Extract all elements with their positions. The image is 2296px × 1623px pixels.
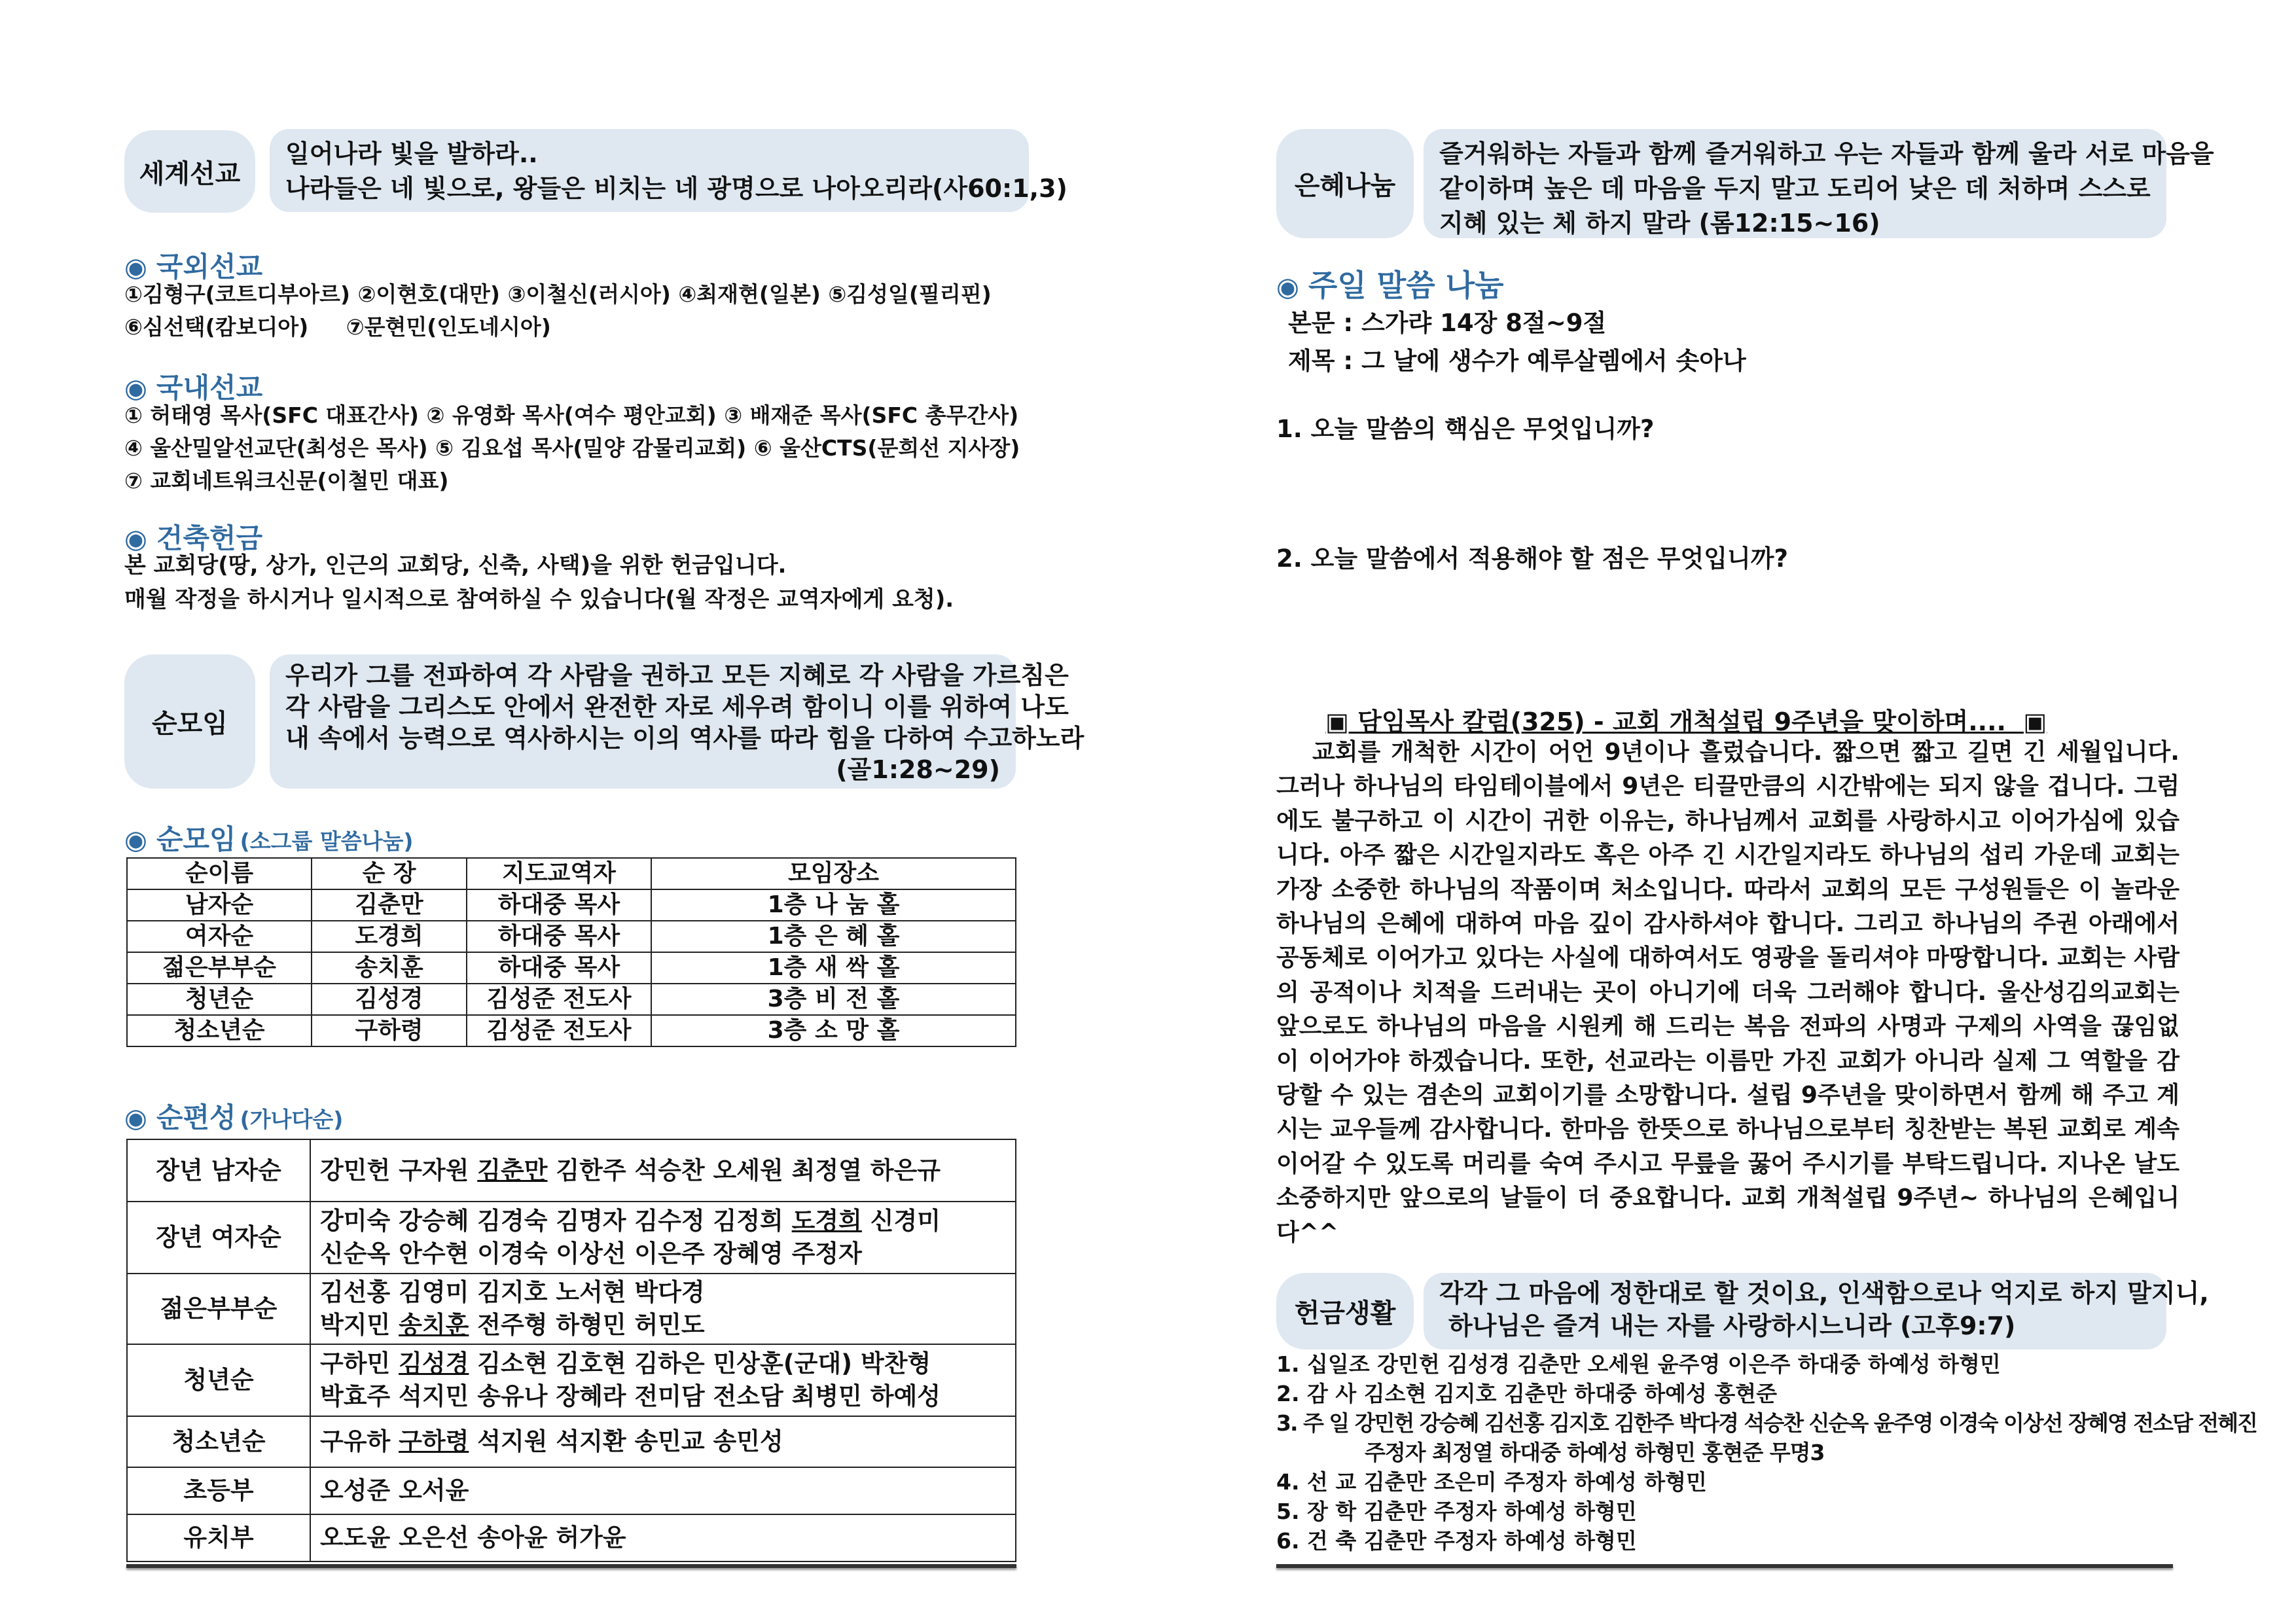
sermon-question-1: 1. 오늘 말씀의 핵심은 무엇입니까? xyxy=(1276,415,1655,443)
world-mission-label: 세계선교 xyxy=(124,130,255,213)
list-item: 1. 십일조 강민헌 김성경 김춘만 오세원 윤주영 이은주 하대중 하예성 하형민 xyxy=(1276,1351,2001,1377)
cell-verse: 우리가 그를 전파하여 각 사람을 권하고 모든 지혜로 각 사람을 가르침은 각 사람을 그리스도 안에서 완전한 자로 세우려 함이니 이를 위하여 나도 내 속에서 능력으로 역사하시는 이의 역사를 따라 힘을 다하여 수고하노라 (골1:28~29) xyxy=(270,654,1016,789)
sermon-heading: ◉ 주일 말씀 나눔 xyxy=(1276,268,1504,303)
table-row: 초등부 오성준 오서윤 xyxy=(127,1467,1016,1514)
table-row: 젊은부부순 김선홍 김영미 김지호 노서현 박다경 박지민 송치훈 전주형 하형민 허민도 xyxy=(127,1274,1016,1344)
cell-meeting-table xyxy=(126,857,1016,1047)
offering-verse: 각각 그 마음에 정한대로 할 것이요, 인색함으로나 억지로 하지 말지니, 하나님은 즐겨 내는 자를 사랑하시느니라 (고후9:7) xyxy=(1424,1273,2166,1349)
table-header: 순이름 순 장 지도교역자 모임장소 xyxy=(127,858,1016,889)
grace-verse: 즐거워하는 자들과 함께 즐거워하고 우는 자들과 함께 울라 서로 마음을 같이하며 높은 데 마음을 두지 말고 도리어 낮은 데 처하며 스스로 지혜 있는 체 하지 말라 (롬12:15~16) xyxy=(1424,129,2166,238)
column-title: ▣ 담임목사 칼럼(325) - 교회 개척설립 9주년을 맞이하며.... ▣ xyxy=(1325,707,2047,736)
overseas-heading: ◉ 국외선교 xyxy=(124,251,263,283)
grace-label: 은혜나눔 xyxy=(1276,129,1414,238)
table-row: 청년순 구하민 김성경 김소현 김호현 김하은 민상훈(군대) 박찬형 박효주 석지민 송유나 장혜라 전미담 전소담 최병민 하예성 xyxy=(127,1344,1016,1416)
cell-verse-label: 순모임 xyxy=(124,654,255,789)
sermon-info: 본문 : 스가랴 14장 8절~9절 제목 : 그 날에 생수가 예루살렘에서 솟아나 xyxy=(1288,309,1746,375)
overseas-list: ①김형구(코트디부아르) ②이현호(대만) ③이철신(러시아) ④최재현(일본) ⑤김성일(필리핀) ⑥심선택(캄보디아) ⑦문현민(인도네시아) xyxy=(124,281,992,340)
list-item: 5. 장 학 김춘만 주정자 하예성 하형민 xyxy=(1276,1499,1637,1524)
table-row: 젊은부부순 송치훈 하대중 목사 1층 새 싹 홀 xyxy=(127,952,1016,984)
list-item: 4. 선 교 김춘만 조은미 주정자 하예성 하형민 xyxy=(1276,1469,1707,1495)
cell-org-table xyxy=(126,1139,1016,1562)
bullet-circle-icon: ◉ xyxy=(1276,272,1299,302)
bullet-circle-icon: ◉ xyxy=(124,524,147,554)
right-bottom-rule xyxy=(1276,1564,2173,1568)
table-row: 청소년순 구유하 구하령 석지원 석지환 송민교 송민성 xyxy=(127,1416,1016,1467)
building-heading: ◉ 건축헌금 xyxy=(124,522,263,554)
left-bottom-rule xyxy=(126,1564,1016,1568)
table-row: 장년 남자순 강민헌 구자원 김춘만 김한주 석승찬 오세원 최정열 하은규 xyxy=(127,1139,1016,1202)
list-item: 2. 감 사 김소현 김지호 김춘만 하대중 하예성 홍현준 xyxy=(1276,1381,1777,1406)
world-mission-verse: 일어나라 빛을 발하라.. 나라들은 네 빛으로, 왕들은 비치는 네 광명으로 나아오리라(사60:1,3) xyxy=(270,129,1029,212)
list-item: 3. 주 일 강민헌 강승혜 김선홍 김지호 김한주 박다경 석승찬 신순옥 윤주영 이경숙 이상선 장혜영 전소담 전혜진 xyxy=(1276,1410,2257,1436)
list-item: 주정자 최정열 하대중 하예성 하형민 홍현준 무명3 xyxy=(1365,1440,1825,1465)
table-row: 유치부 오도윤 오은선 송아윤 허가윤 xyxy=(127,1514,1016,1561)
table-row: 청소년순 구하령 김성준 전도사 3층 소 망 홀 xyxy=(127,1015,1016,1046)
bullet-circle-icon: ◉ xyxy=(124,825,147,855)
cell-org-heading: ◉ 순편성 (가나다순) xyxy=(124,1101,344,1133)
sermon-question-2: 2. 오늘 말씀에서 적용해야 할 점은 무엇입니까? xyxy=(1276,544,1788,573)
domestic-list: ① 허태영 목사(SFC 대표간사) ② 유영화 목사(여수 평안교회) ③ 배재준 목사(SFC 총무간사) ④ 울산밀알선교단(최성은 목사) ⑤ 김요섭 목사(밀양 감물리교회) ⑥ 울산CTS(문희선 지사장) ⑦ 교회네트워크신문(이철민 대표) xyxy=(124,402,1020,493)
table-row: 청년순 김성경 김성준 전도사 3층 비 전 홀 xyxy=(127,984,1016,1015)
column-body: 교회를 개척한 시간이 어언 9년이나 흘렀습니다. 짧으면 짧고 길면 긴 세월입니다. 그러나 하나님의 타임테이블에서 9년은 티끌만큼의 시간밖에는 되지 않을 겁니다. 그럼에도 불구하고 이 시간이 귀한 이유는, 하나님께서 교회를 사랑하시고 이어가심에 있습니다. 아주 짧은 시간일지라도 혹은 아주 긴 시간일지라도 하나님의 섭리 가운데 교회는 가장 소중한 하나님의 작품이며 처소입니다. 따라서 교회의 모든 구성원들은 이 놀라운 하나님의 은혜에 대하여 마음 깊이 감사하셔야 합니다. 그리고 하나님의 주권 아래에서 공동체로 이어가고 있다는 사실에 대하여서도 영광을 돌리셔야 마땅합니다. 교회는 사람의 공적이나 치적을 드러내는 곳이 아니기에 더욱 그러해야 합니다. 울산성김의교회는 앞으로도 하나님의 마음을 시원케 해 드리는 복음 전파의 사명과 구제의 사역을 끊임없이 이어가야 하겠습니다. 또한, 선교라는 이름만 가진 교회가 아니라 실제 그 역할을 감당할 수 있는 겸손의 교회이기를 소망합니다. 설립 9주년을 맞이하면서 함께 해 주고 계시는 교우들께 감사합니다. 한마음 한뜻으로 하나님으로부터 칭찬받는 복된 교회로 계속 이어갈 수 있도록 머리를 숙여 주시고 무릎을 꿇어 주시기를 부탁드립니다. 지나온 날도 소중하지만 앞으로의 날들이 더 중요합니다. 교회 개척설립 9주년~ 하나님의 은혜입니다^^ xyxy=(1276,739,2179,1246)
bullet-circle-icon: ◉ xyxy=(124,1103,147,1133)
table-row: 남자순 김춘만 하대중 목사 1층 나 눔 홀 xyxy=(127,889,1016,921)
bullet-circle-icon: ◉ xyxy=(124,374,147,404)
cell-meeting-heading: ◉ 순모임 (소그룹 말씀나눔) xyxy=(124,823,414,855)
offering-list xyxy=(1276,1349,2257,1556)
domestic-heading: ◉ 국내선교 xyxy=(124,372,263,404)
table-row: 장년 여자순 강미숙 강승혜 김경숙 김명자 김수정 김정희 도경희 신경미 신순옥 안수현 이경숙 이상선 이은주 장혜영 주정자 xyxy=(127,1202,1016,1274)
bullet-circle-icon: ◉ xyxy=(124,253,147,283)
building-text: 본 교회당(땅, 상가, 인근의 교회당, 신축, 사택)을 위한 헌금입니다. 매월 작정을 하시거나 일시적으로 참여하실 수 있습니다(월 작정은 교역자에게 요청). xyxy=(124,552,954,613)
list-item: 6. 건 축 김춘만 주정자 하예성 하형민 xyxy=(1276,1528,1637,1554)
offering-label: 헌금생활 xyxy=(1276,1273,1414,1349)
table-row: 여자순 도경희 하대중 목사 1층 은 혜 홀 xyxy=(127,921,1016,952)
